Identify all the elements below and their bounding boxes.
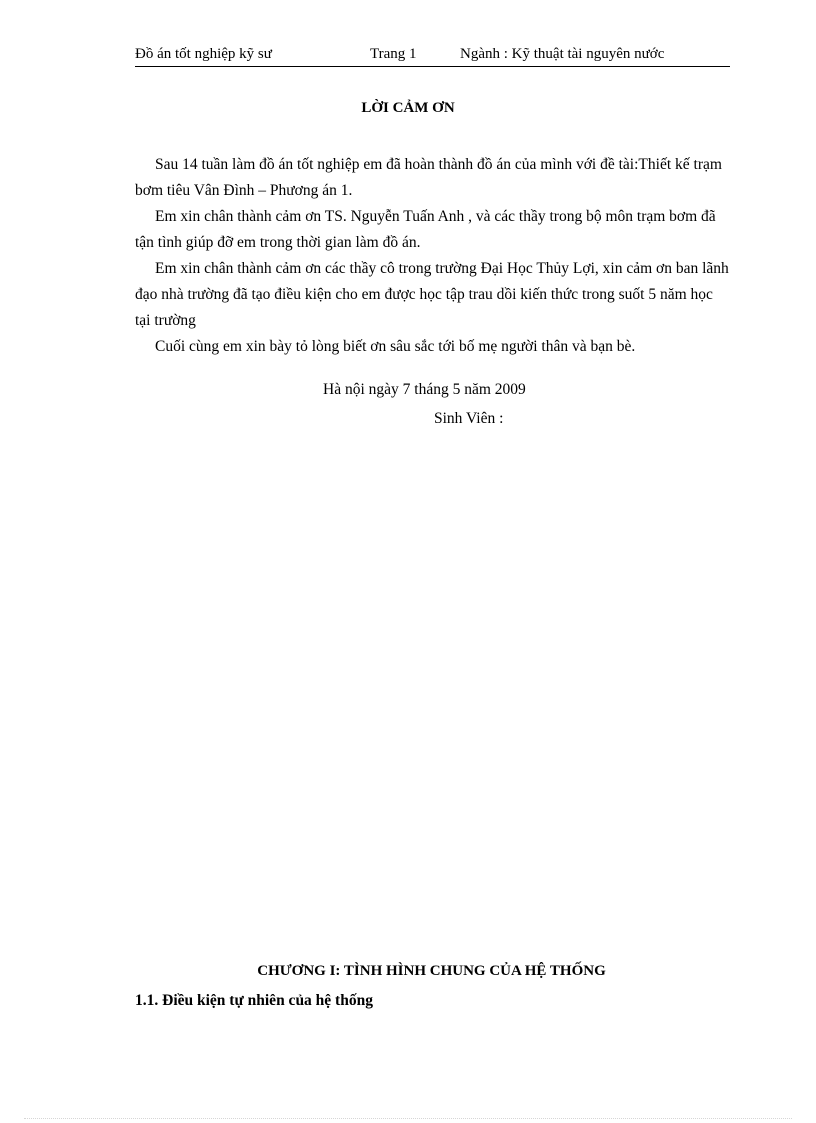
signature-date: Hà nội ngày 7 tháng 5 năm 2009 [323,381,526,398]
header-page-number: Trang 1 [370,46,417,62]
paragraph: Em xin chân thành cảm ơn các thầy cô trong trường Đại Học Thủy Lợi, xin cảm ơn ban lãnh đạo nhà trường đã tạo điều kiện cho em được học tập trau dồi kiến thức trong suốt 5 năm học tại trường [135,260,729,329]
acknowledgement-title: LỜI CẢM ƠN [361,100,455,116]
paragraph: Cuối cùng em xin bày tỏ lòng biết ơn sâu sắc tới bố mẹ người thân và bạn bè. [155,338,636,355]
page-header [135,44,730,67]
section-heading: 1.1. Điều kiện tự nhiên của hệ thống [135,992,373,1009]
page-bottom-edge [24,1118,792,1119]
chapter-title: CHƯƠNG I: TÌNH HÌNH CHUNG CỦA HỆ THỐNG [257,963,606,979]
paragraph: Sau 14 tuần làm đồ án tốt nghiệp em đã hoàn thành đồ án của mình với đề tài:Thiết kế trạm bơm tiêu Vân Đình – Phương án 1. [135,156,722,199]
header-document-type: Đồ án tốt nghiệp kỹ sư [135,46,272,62]
acknowledgement-body [135,152,730,360]
header-major: Ngành : Kỹ thuật tài nguyên nước [460,46,665,62]
signer-label: Sinh Viên : [434,410,504,427]
paragraph: Em xin chân thành cảm ơn TS. Nguyễn Tuấn Anh , và các thầy trong bộ môn trạm bơm đã tận tình giúp đỡ em trong thời gian làm đồ án. [135,208,716,251]
